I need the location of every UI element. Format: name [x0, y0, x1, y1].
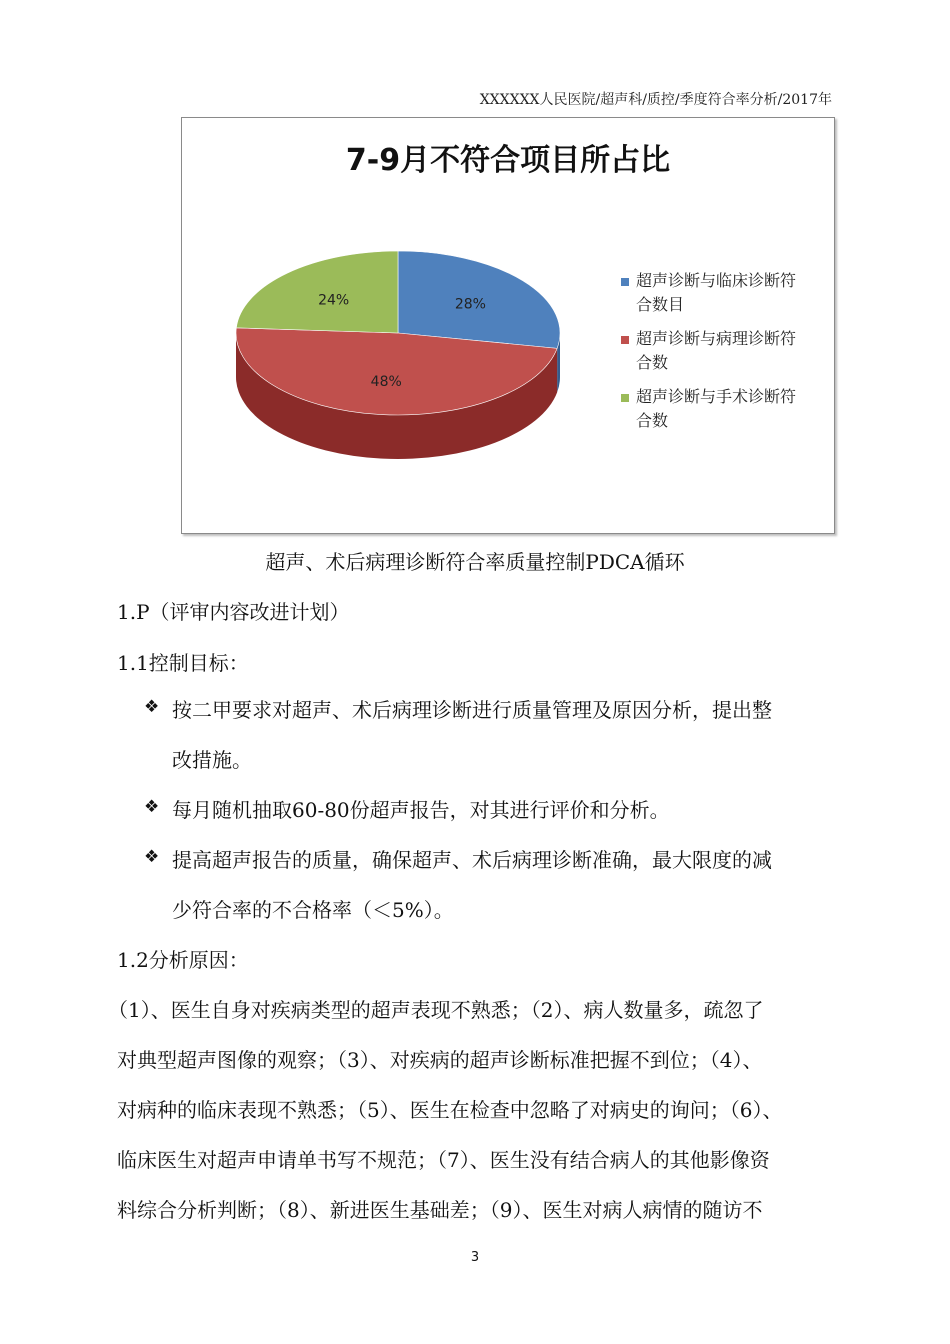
section-heading-1: 1.P（评审内容改进计划）: [117, 600, 350, 624]
legend-label-3-line-1: 超声诊断与手术诊断符: [636, 387, 797, 406]
bullet-1-line-2: 改措施。: [172, 748, 252, 772]
legend-label-1-line-2: 合数目: [636, 295, 685, 314]
section-heading-1-2: 1.2分析原因：: [117, 948, 249, 972]
legend-swatch-2: [621, 336, 629, 344]
pie-tops: [236, 251, 560, 415]
pie-slice-label-2: 48%: [370, 374, 402, 391]
bullet-2-line-1: 每月随机抽取60-80份超声报告，对其进行评价和分析。: [172, 798, 670, 822]
bullet-1-line-1: 按二甲要求对超声、术后病理诊断进行质量管理及原因分析，提出整: [172, 698, 772, 722]
legend-label-1-line-1: 超声诊断与临床诊断符: [636, 271, 797, 290]
paragraph-line-2: 对典型超声图像的观察；（3）、对疾病的超声诊断标准把握不到位；（4）、: [117, 1048, 763, 1072]
paragraph-line-5: 料综合分析判断；（8）、新进医生基础差；（9）、医生对病人病情的随访不: [117, 1198, 763, 1222]
page-number: 3: [470, 1250, 480, 1265]
bullet-symbol: ❖: [144, 847, 160, 867]
pie-slice-label-1: 28%: [454, 296, 486, 313]
paragraph-line-1: （1）、医生自身对疾病类型的超声表现不熟悉；（2）、病人数量多，疏忽了: [108, 998, 764, 1022]
legend-label-3-line-2: 合数: [636, 411, 669, 430]
section-heading-1-1: 1.1控制目标：: [117, 651, 249, 675]
legend-swatch-3: [621, 394, 629, 402]
pie-chart: [181, 117, 835, 534]
bullet-3-line-2: 少符合率的不合格率（＜5%）。: [172, 898, 454, 922]
page-header: XXXXXX人民医院/超声科/质控/季度符合率分析/2017年: [479, 92, 832, 108]
paragraph-line-4: 临床医生对超声申请单书写不规范；（7）、医生没有结合病人的其他影像资: [117, 1148, 770, 1172]
pie-chart-svg: [182, 118, 834, 533]
bullet-symbol: ❖: [144, 697, 160, 717]
bullet-symbol: ❖: [144, 797, 160, 817]
bullet-3-line-1: 提高超声报告的质量，确保超声、术后病理诊断准确，最大限度的减: [172, 848, 772, 872]
pie-slice-label-3: 24%: [318, 292, 350, 309]
legend-swatch-1: [621, 278, 629, 286]
paragraph-line-3: 对病种的临床表现不熟悉；（5）、医生在检查中忽略了对病史的询问；（6）、: [117, 1098, 783, 1122]
legend-label-2-line-2: 合数: [636, 353, 669, 372]
chart-legend: [621, 271, 796, 430]
legend-label-2-line-1: 超声诊断与病理诊断符: [636, 329, 797, 348]
chart-title: 7-9月不符合项目所占比: [345, 143, 671, 178]
figure-caption: 超声、术后病理诊断符合率质量控制PDCA循环: [265, 550, 685, 574]
